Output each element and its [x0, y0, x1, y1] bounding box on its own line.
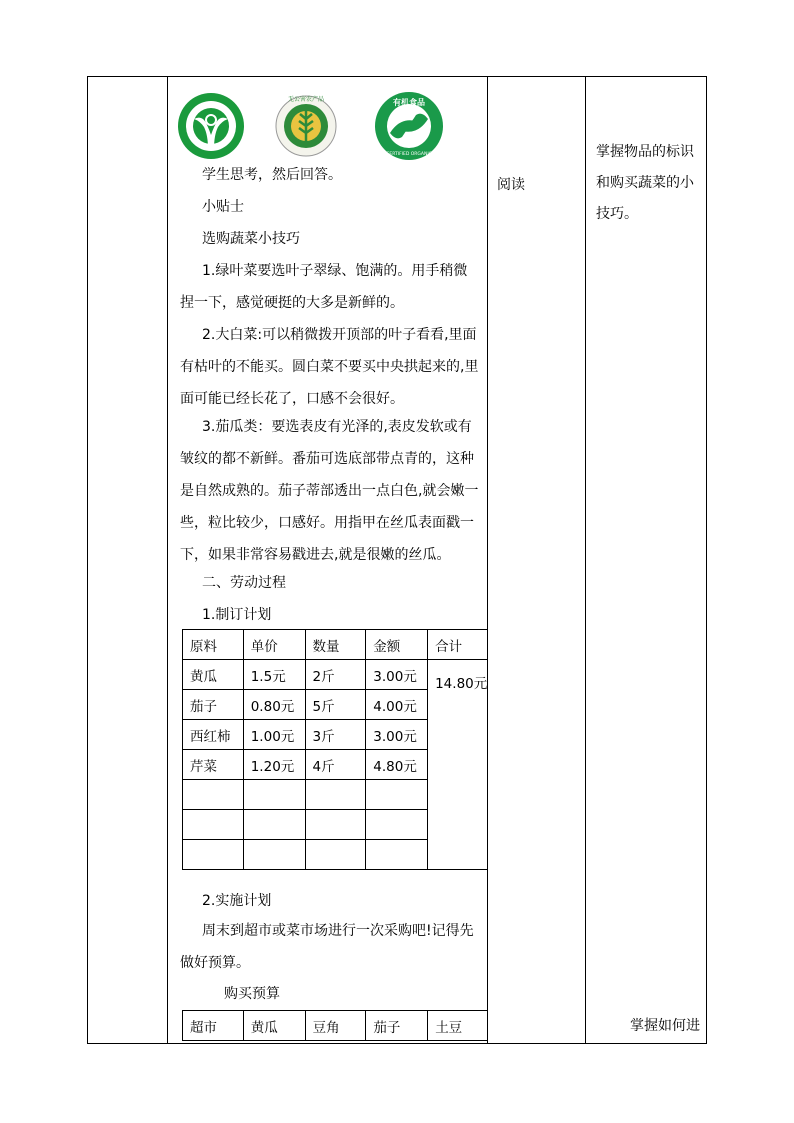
plan-table — [182, 629, 488, 870]
header-cell: 单价 — [243, 630, 305, 660]
table-cell: 0.80元 — [243, 690, 305, 720]
table-cell: 芹菜 — [183, 750, 244, 780]
table-cell: 西红柿 — [183, 720, 244, 750]
table-cell — [183, 840, 244, 870]
activity-text: 阅读 — [497, 177, 525, 193]
paragraph-student-think: 学生思考，然后回答。 — [202, 167, 342, 183]
logo-lettering: 有机食品 — [393, 98, 425, 107]
table-cell: 1.5元 — [243, 660, 305, 690]
step-make-plan: 1.制订计划 — [202, 607, 272, 623]
table-cell: 2斤 — [305, 660, 366, 690]
column-objective — [586, 77, 706, 1043]
table-cell: 黄瓜 — [183, 660, 244, 690]
tip-eggplant-melon: 3.茄瓜类：要选表皮有光泽的,表皮发软或有皱纹的都不新鲜。番茄可选底部带点青的，这种是自然成熟的。茄子蒂部透出一点白色,就会嫩一些，粒比较少，口感好。用指甲在丝瓜表面戳一下，如果非常容易戳进去,就是很嫩的丝瓜。 — [180, 419, 479, 563]
logo-lettering: 无公害农产品 — [287, 96, 325, 103]
header-cell: 金额 — [366, 630, 428, 660]
table-cell — [305, 810, 366, 840]
table-cell — [305, 840, 366, 870]
table-cell: 4.00元 — [366, 690, 428, 720]
organic-food-logo-icon — [372, 91, 446, 161]
table-header-row — [183, 630, 489, 660]
tip-cabbage: 2.大白菜:可以稍微拨开顶部的叶子看看,里面有枯叶的不能买。圆白菜不要买中央拱起来的,里面可能已经长花了，口感不会很好。 — [180, 327, 479, 407]
header-cell: 合计 — [428, 630, 488, 660]
table-cell — [366, 810, 428, 840]
column-activity — [488, 77, 586, 1043]
table-cell — [183, 780, 244, 810]
header-cell: 黄瓜 — [243, 1011, 305, 1041]
header-cell: 原料 — [183, 630, 244, 660]
budget-table — [182, 1010, 488, 1041]
logo-lettering: CERTIFIED ORGANIC — [386, 152, 432, 157]
table-cell — [243, 840, 305, 870]
table-cell: 茄子 — [183, 690, 244, 720]
table-cell — [366, 840, 428, 870]
table-cell: 4.80元 — [366, 750, 428, 780]
table-row — [183, 660, 489, 690]
header-cell: 数量 — [305, 630, 366, 660]
table-cell: 5斤 — [305, 690, 366, 720]
pollution-free-product-logo-icon — [274, 91, 338, 161]
table-cell — [183, 810, 244, 840]
table-cell: 4斤 — [305, 750, 366, 780]
table-cell: 3.00元 — [366, 660, 428, 690]
table-cell — [243, 810, 305, 840]
header-cell: 豆角 — [305, 1011, 366, 1041]
table-cell: 3斤 — [305, 720, 366, 750]
green-food-logo-icon — [176, 91, 246, 161]
objective-text: 掌握物品的标识和购买蔬菜的小技巧。 — [596, 144, 694, 222]
tips-heading: 小贴士 — [202, 199, 244, 215]
table-header-row — [183, 1011, 489, 1041]
objective-next-text: 掌握如何进 — [630, 1018, 700, 1034]
food-certification-logos — [176, 91, 476, 161]
table-cell: 1.20元 — [243, 750, 305, 780]
table-cell: 1.00元 — [243, 720, 305, 750]
column-content — [168, 77, 488, 1043]
lesson-plan-table — [87, 76, 707, 1044]
budget-heading: 购买预算 — [224, 986, 280, 1002]
step-implement-plan: 2.实施计划 — [202, 893, 272, 909]
header-cell: 超市 — [183, 1011, 244, 1041]
header-cell: 茄子 — [366, 1011, 428, 1041]
header-cell: 土豆 — [428, 1011, 488, 1041]
tips-subheading: 选购蔬菜小技巧 — [202, 231, 300, 247]
table-cell — [305, 780, 366, 810]
table-cell — [243, 780, 305, 810]
section-heading-process: 二、劳动过程 — [202, 575, 286, 591]
total-cell: 14.80元 — [428, 660, 488, 870]
table-cell — [366, 780, 428, 810]
tip-green-leaf: 1.绿叶菜要选叶子翠绿、饱满的。用手稍微捏一下，感觉硬挺的大多是新鲜的。 — [180, 263, 468, 311]
table-cell: 3.00元 — [366, 720, 428, 750]
paragraph-shopping-trip: 周末到超市或菜市场进行一次采购吧!记得先做好预算。 — [180, 923, 474, 971]
column-process — [88, 77, 167, 1043]
